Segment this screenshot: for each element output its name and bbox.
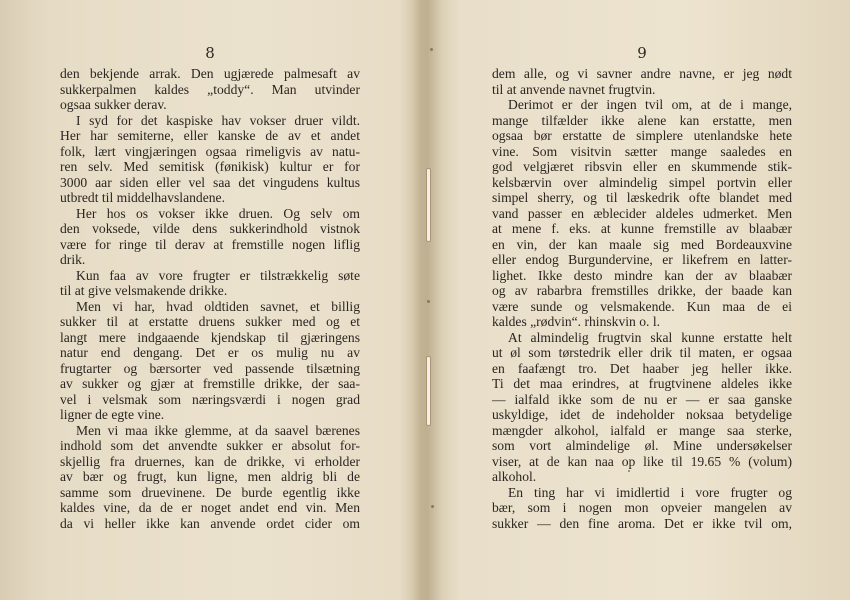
text-line: som vort almindelige øl. Mine undersøkelser <box>492 438 792 453</box>
text-line: ren selv. Med semitisk (fønikisk) kultur er for <box>60 159 360 174</box>
text-line: frugtarter og bærsorter ved passende tilsætning <box>60 360 360 376</box>
text-line: sukker til at erstatte druens sukker med og et <box>60 314 360 329</box>
text-line: lighet. Ikke desto mindre kan der av blaabær <box>492 267 792 283</box>
text-line: da vi heller ikke kan anvende ordet cider om <box>60 515 360 531</box>
text-line: være for ringe til derav at fremstille nogen liflig <box>60 236 360 252</box>
text-line: Men vi har, hvad oldtiden savnet, et billig <box>76 298 360 314</box>
text-line: I syd for det kaspiske hav vokser druer vildt. <box>76 112 360 128</box>
text-line: En ting har vi imidlertid i vore frugter og <box>508 484 792 500</box>
text-line: vand passer en æblecider aldeles udmerket. Men <box>492 205 792 221</box>
page-text <box>60 66 360 531</box>
text-line: en faafængt tro. Det haaber jeg heller ikke. <box>492 360 792 376</box>
binding-stitch-lower <box>426 356 431 426</box>
text-line: Ti det maa erindres, at frugtvinene aldeles ikke <box>492 376 792 391</box>
text-line: en vin, der kan maale sig med Bordeauxvine <box>492 236 792 252</box>
text-line: samme som druevinene. De burde egentlig ikke <box>60 484 360 500</box>
text-line: dem alle, og vi savner andre navne, er jeg nødt <box>492 66 792 81</box>
text-line: simpel sherry, og til læskedrik ofte blandet med <box>492 190 792 205</box>
text-line: ut øl som tørstedrik eller drik til maten, er ogsaa <box>492 345 792 360</box>
text-line: mængder alkohol, ialfald er mange saa sterke, <box>492 422 792 438</box>
text-line: Her hos os vokser ikke druen. Og selv om <box>76 205 360 221</box>
text-line: mange tilfælder ikke alene kan erstatte, men <box>492 112 792 128</box>
text-line: til at anvende navnet frugtvin. <box>492 81 656 97</box>
text-line: indhold som det anvendte sukker er absolut for- <box>60 438 360 453</box>
text-line: Her har semiterne, eller kanske de av et andet <box>60 128 360 143</box>
text-line: kaldes vine, da de er noget andet end vin. Men <box>60 500 360 515</box>
text-line: sukker — den fine aroma. Det er ikke tvil om, <box>492 515 792 531</box>
text-line: utbredt til middelhavslandene. <box>60 190 225 205</box>
text-line: ogsaa bør erstatte de simplere utenlandske hete <box>492 128 792 143</box>
text-line: god velgjæret ribsvin eller en skummende stik- <box>492 159 792 174</box>
text-line: og av rabarbra fremstilles drikke, der baade kan <box>492 283 792 298</box>
right-page <box>492 0 792 600</box>
text-line: den voksede, vilde dens sukkerindhold vistnok <box>60 221 360 236</box>
text-line: sukkerpalmen kaldes „toddy“. Man utvinder <box>60 81 360 97</box>
text-line: — ialfald ikke som de nu er — er saa ganske <box>492 391 792 407</box>
text-line: drik. <box>60 252 86 267</box>
text-line: 3000 aar siden eller vel saa det vingudens kultus <box>60 174 360 190</box>
text-line: til at give velsmakende drikke. <box>60 283 228 298</box>
left-page <box>60 0 360 600</box>
text-line: kelsbærvin over almindelig simpel portvin eller <box>492 174 792 190</box>
text-line: vel i velsmak som næringsværdi i nogen grad <box>60 391 360 407</box>
text-line: alkohol. <box>492 469 537 484</box>
text-line: av bær og frugt, kun ligne, men aldrig bli de <box>60 469 360 484</box>
paper-speck <box>427 300 430 303</box>
text-line: kaldes „rødvin“. rhinskvin o. l. <box>492 314 661 329</box>
text-line: vine. Som visitvin sætter mange saaledes en <box>492 143 792 159</box>
text-line: langt mere indgaaende kjendskap til gjæringens <box>60 329 360 345</box>
text-line: ogsaa sukker derav. <box>60 97 167 112</box>
text-line: den bekjende arrak. Den ugjærede palmesaft av <box>60 66 360 81</box>
text-line: eller endog Burgundervine, er likefrem en latter- <box>492 252 792 267</box>
text-line: bær, som i nogen mon opveier mangelen av <box>492 500 792 515</box>
text-line: natur end dengang. Det er os mulig nu av <box>60 345 360 360</box>
text-line: Kun faa av vore frugter er tilstrækkelig søte <box>76 267 360 283</box>
binding-stitch-upper <box>426 168 431 242</box>
page-text <box>492 66 792 531</box>
text-line: uskyldige, idet de indeholder noksaa betydelige <box>492 407 792 422</box>
paper-speck <box>430 48 433 51</box>
text-line: av sukker og gjær at fremstille drikke, der saa- <box>60 376 360 391</box>
text-line: Derimot er der ingen tvil om, at de i mange, <box>508 97 792 112</box>
paper-speck <box>431 505 434 508</box>
text-line: folk, lært vingjæringen ogsaa rimeligvis av natu- <box>60 143 360 159</box>
text-line: ligner de egte vine. <box>60 407 165 422</box>
text-line: at mene f. eks. at kunne fremstille av blaabær <box>492 221 792 236</box>
text-line: skjellig fra druernes, kan de drikke, vi erholder <box>60 453 360 469</box>
text-line: være sunde og velsmakende. Kun maa de ei <box>492 298 792 314</box>
text-line: At almindelig frugtvin skal kunne erstatte helt <box>508 329 792 345</box>
text-line: Men vi maa ikke glemme, at da saavel bærenes <box>76 422 360 438</box>
text-line: viser, at de kan naa op like til 19.65 % (volum) <box>492 453 792 469</box>
page-number: 9 <box>637 44 647 62</box>
page-number: 8 <box>205 44 215 62</box>
